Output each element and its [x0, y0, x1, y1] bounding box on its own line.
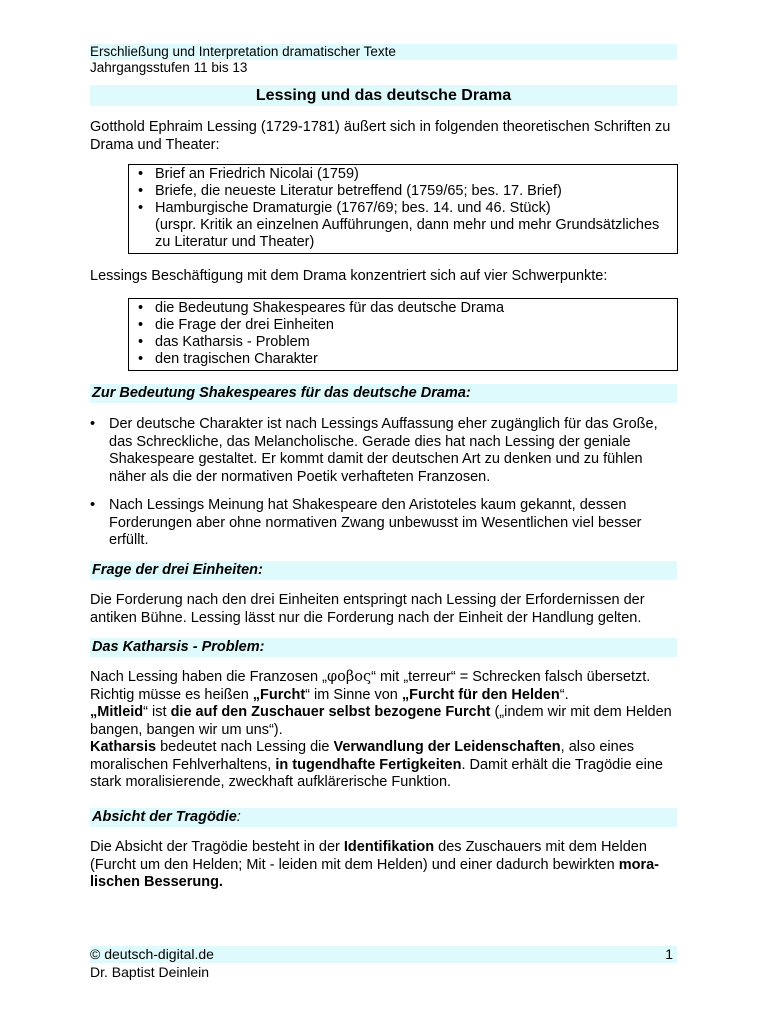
page-title: Lessing und das deutsche Drama	[90, 85, 677, 106]
writings-box	[128, 164, 678, 254]
writings-list	[135, 166, 671, 251]
shakespeare-bullet-2: • Nach Lessings Meinung hat Shakespeare den Aristoteles kaum gekannt, dessen Forderungen aber ohne normativen Zwang unbewusst im Wesentlichen viel besser erfüllt.	[90, 497, 642, 548]
bullet-icon: •	[138, 183, 144, 199]
focus-intro: Lessings Beschäftigung mit dem Drama konzentriert sich auf vier Schwerpunkte:	[90, 268, 608, 284]
list-item: • Brief an Friedrich Nicolai (1759)	[138, 166, 359, 182]
phobos-word: φοβος	[326, 669, 372, 685]
katharsis-paragraph: Nach Lessing haben die Franzosen „φοβος“ mit „terreur“ = Schrecken falsch übersetzt. Richtig müsse es heißen „Furcht“ im Sinne von „Furcht für den Helden“. „Mitleid“ ist die auf den Zuschauer selbst bezogene Furcht („indem wir mit dem Helden bangen, bangen wir um uns“). Katharsis bedeutet nach Lessing die Verwandlung der Leidenschaften, also eines moralischen Fehlverhaltens, in tugendhafte Fertigkeiten. Damit erhält die Tragödie eine stark moralisierende, zweckhaft aufklärerische Funktion.	[90, 669, 672, 790]
writings-note: (urspr. Kritik an einzelnen Aufführungen, dann mehr und mehr Grundsätzliches zu Literatur und Theater)	[155, 217, 660, 250]
focus-list	[135, 300, 671, 368]
list-item: • die Bedeutung Shakespeares für das deutsche Drama	[138, 300, 505, 316]
footer-line-1	[90, 946, 677, 963]
section-heading-einheiten: Frage der drei Einheiten:	[90, 561, 677, 580]
page-number: 1	[665, 946, 673, 962]
header-line-2: Jahrgangsstufen 11 bis 13	[90, 60, 248, 75]
intro-paragraph: Gotthold Ephraim Lessing (1729-1781) äußert sich in folgenden theoretischen Schriften zu Drama und Theater:	[90, 119, 671, 153]
section-heading-katharsis: Das Katharsis - Problem:	[90, 638, 677, 657]
bullet-icon: •	[138, 317, 144, 333]
footer-copyright: © deutsch-digital.de	[90, 946, 214, 962]
header-line-1: Erschließung und Interpretation dramatischer Texte	[90, 44, 677, 60]
einheiten-paragraph: Die Forderung nach den drei Einheiten entspringt nach Lessing der Erfordernissen der antiken Bühne. Lessing lässt nur die Forderung nach der Einheit der Handlung gelten.	[90, 592, 645, 626]
bullet-icon: •	[90, 497, 96, 513]
bullet-icon: •	[90, 416, 96, 432]
bullet-icon: •	[138, 200, 144, 216]
section-heading-absicht: Absicht der Tragödie:	[90, 808, 677, 827]
list-item: • die Frage der drei Einheiten	[138, 317, 334, 333]
bullet-icon: •	[138, 166, 144, 182]
focus-box	[128, 298, 678, 371]
bullet-icon: •	[138, 334, 144, 350]
section-heading-shakespeare: Zur Bedeutung Shakespeares für das deutsche Drama:	[90, 384, 677, 403]
list-item: • den tragischen Charakter	[138, 351, 318, 367]
shakespeare-bullet-1: • Der deutsche Charakter ist nach Lessings Auffassung eher zugänglich für das Große, das Schreckliche, das Melancholische. Gerade dies hat nach Lessing der geniale Shakespeare gestaltet. Er kommt damit der deutschen Art zu denken und zu fühlen näher als die der normativen Poetik verhafteten Franzosen.	[90, 416, 658, 485]
bullet-icon: •	[138, 351, 144, 367]
footer-author: Dr. Baptist Deinlein	[90, 964, 210, 980]
list-item: • Hamburgische Dramaturgie (1767/69; bes. 14. und 46. Stück) (urspr. Kritik an einzelnen Aufführungen, dann mehr und mehr Grundsätzliches zu Literatur und Theater)	[138, 200, 660, 250]
bullet-icon: •	[138, 300, 144, 316]
list-item: • Briefe, die neueste Literatur betreffend (1759/65; bes. 17. Brief)	[138, 183, 562, 199]
absicht-paragraph: Die Absicht der Tragödie besteht in der Identifikation des Zuschauers mit dem Helden (Furcht um den Helden; Mit - leiden mit dem Helden) und einer dadurch bewirkten mora-lischen Besserung.	[90, 839, 659, 890]
list-item: • das Katharsis - Problem	[138, 334, 310, 350]
